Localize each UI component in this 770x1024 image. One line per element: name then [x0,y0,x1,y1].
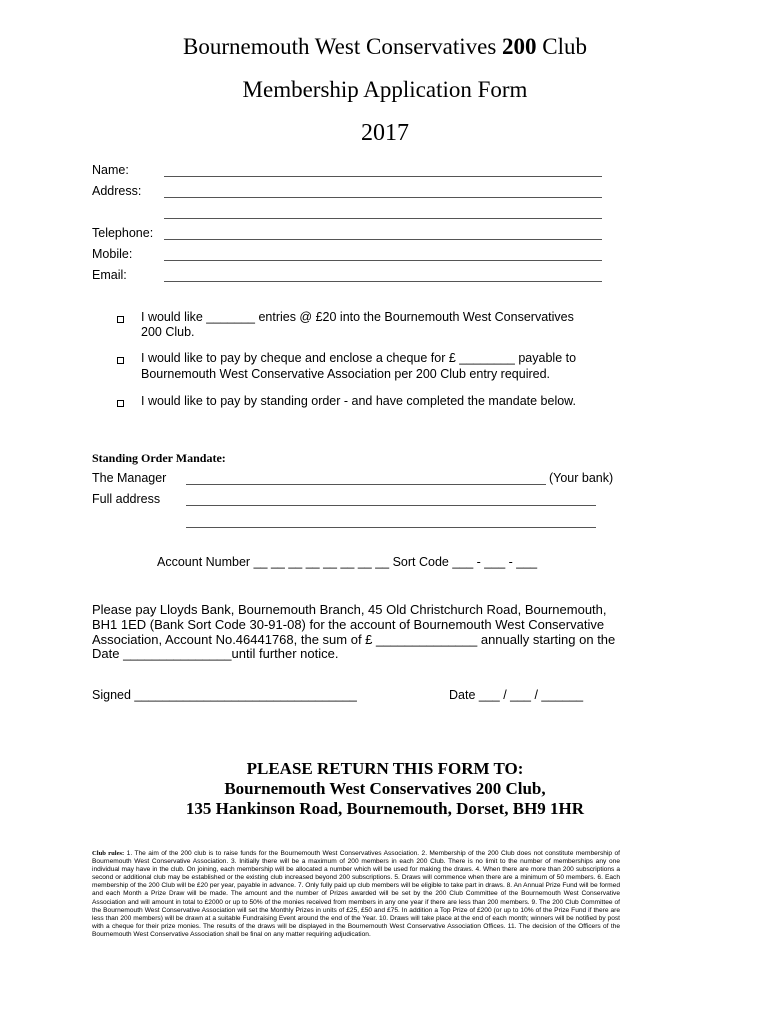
entries-option-line-1: I would like _______ entries @ £20 into the Bournemouth West Conservatives [141,310,574,324]
form-title: Bournemouth West Conservatives 200 Club [182,34,588,59]
full-address-label: Full address [92,492,161,506]
entries-option-line-2: 200 Club. [141,325,195,339]
name-field[interactable] [164,176,602,177]
payment-instruction-line-3: Association, Account No.46441768, the sum of £ ______________ annually starting on the [92,632,616,647]
address-field-line-2[interactable] [164,218,602,219]
account-number-line: Account Number __ __ __ __ __ __ __ __ Sort Code ___ - ___ - ___ [157,555,538,569]
address-label: Address: [92,184,142,198]
payment-instruction-line-1: Please pay Lloyds Bank, Bournemouth Branch, 45 Old Christchurch Road, Bournemouth, [92,602,607,617]
address-field-line-1[interactable] [164,197,602,198]
bank-address-field-line-2[interactable] [186,527,596,528]
form-year: 2017 [361,120,409,146]
form-subtitle: Membership Application Form [242,77,528,102]
club-rules-label: Club rules: [92,850,125,857]
your-bank-label: (Your bank) [549,471,614,485]
signature-field: Signed ________________________________ [92,688,357,702]
cheque-checkbox[interactable] [117,357,124,364]
cheque-option-line-1: I would like to pay by cheque and enclose a cheque for £ ________ payable to [141,351,577,365]
bank-manager-field[interactable] [186,484,546,485]
cheque-option-line-2: Bournemouth West Conservative Association per 200 Club entry required. [141,367,551,381]
entries-checkbox[interactable] [117,316,124,323]
mobile-field[interactable] [164,260,602,261]
standing-order-checkbox[interactable] [117,400,124,407]
return-club-name: Bournemouth West Conservatives 200 Club, [224,779,546,798]
return-heading: PLEASE RETURN THIS FORM TO: [246,759,524,778]
mandate-heading: Standing Order Mandate: [92,451,226,465]
payment-instruction-line-2: BH1 1ED (Bank Sort Code 30-91-08) for the account of Bournemouth West Conservative [92,617,605,632]
payment-instruction-line-4: Date _______________until further notice. [92,646,339,661]
manager-label: The Manager [92,471,167,485]
email-field[interactable] [164,281,602,282]
telephone-label: Telephone: [92,226,154,240]
bank-address-field-line-1[interactable] [186,505,596,506]
return-address: 135 Hankinson Road, Bournemouth, Dorset, BH9 1HR [185,799,585,818]
mobile-label: Mobile: [92,247,133,261]
club-rules-text: 1. The aim of the 200 club is to raise funds for the Bournemouth West Conservatives Association. 2. Membership of the 200 Club does not constitute membership of Bournemouth West Conservative Association. 3. Initially there will be a maximum of 200 members in each 200 Club. There is no limit to the number of memberships any one individual may have in the club. On joining, each membership will be allocated a number which will be used for making the draws. 4. When there are more than 200 subscriptions a second or additional club may be established or the existing club increased beyond 200 subscriptions. 5. Draws will commence when there are a minimum of 50 members. 6. Each membership of the 200 Club will be £20 per year, payable in advance. 7. Only fully paid up club members will be eligible to take part in draws. 8. An Annual Prize Fund will be formed and each Month a Prize Draw will be made. The amount and the number of Prizes awarded will be set by the 200 Club Committee of the Bournemouth West Conservative Association and will amount in total to £2000 or up to 50% of the monies received from members in any one year if there are less than 200 members. 9. The 200 Club Committee of the Bournemouth West Conservative Association will set the Monthly Prizes in units of £25, £50 and £75. In addition a Top Prize of £200 (or up to 10% of the Prize Fund if there are less than 200 members) will be drawn at a suitable Fundraising Event around the end of the Year. 10. Draws will take place at the end of each month; winners will be notified by post with a cheque for their prize monies. The results of the draws will be displayed in the Bournemouth West Conservative Association Offices. 11. The decision of the Officers of the Bournemouth West Conservative Association shall be final on any matter requiring adjudication. [92,850,620,938]
name-label: Name: [92,163,129,177]
email-label: Email: [92,268,127,282]
club-rules [92,850,620,939]
date-field: Date ___ / ___ / ______ [449,688,584,702]
telephone-field[interactable] [164,239,602,240]
standing-order-option: I would like to pay by standing order - and have completed the mandate below. [141,394,576,408]
